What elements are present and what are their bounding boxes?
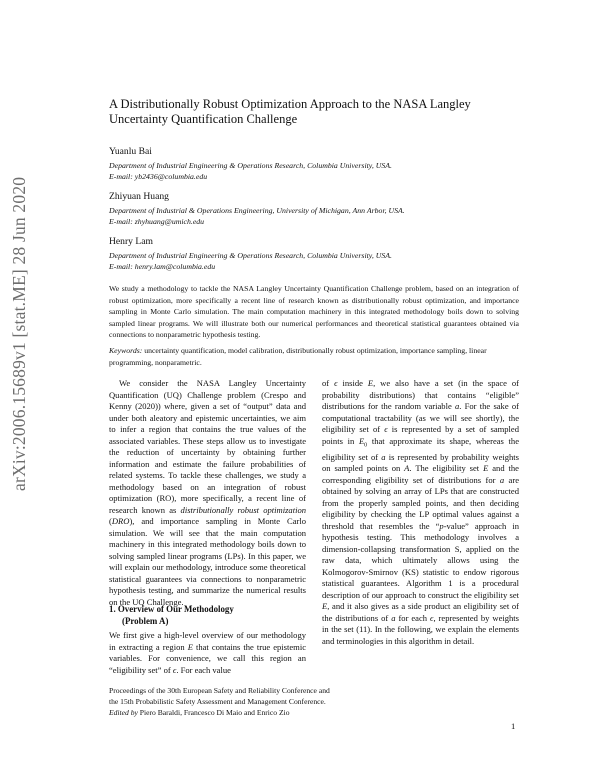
section-heading-subtitle: (Problem A)	[122, 616, 169, 626]
author-department: Department of Industrial Engineering & Operations Research, Columbia University, USA.	[109, 251, 392, 260]
author-name: Henry Lam	[109, 236, 153, 247]
author-email: E-mail: zhyhuang@umich.edu	[109, 217, 205, 227]
page-number: 1	[511, 721, 516, 731]
footer-editors: Edited by Piero Baraldi, Francesco Di Maio and Enrico Zio	[109, 708, 290, 717]
overview-paragraph: We first give a high-level overview of our methodology in extracting a region E that contains the true epistemic variables. For convenience, we call this region an “eligibility set” of ϵ. For each value	[109, 630, 306, 675]
author-email: E-mail: henry.lam@columbia.edu	[109, 262, 216, 272]
author-department: Department of Industrial Engineering & Operations Research, Columbia University, USA.	[109, 161, 392, 170]
footer-line: the 15th Probabilistic Safety Assessment and Management Conference.	[109, 697, 326, 706]
author-department: Department of Industrial & Operations Engineering, University of Michigan, Ann Arbor, USA.	[109, 206, 405, 215]
proceedings-footer	[109, 685, 529, 718]
author-email: E-mail: yb2436@columbia.edu	[109, 172, 208, 182]
author-name: Zhiyuan Huang	[109, 191, 169, 202]
author-name: Yuanlu Bai	[109, 146, 152, 157]
keywords	[109, 345, 519, 368]
section-heading-title: 1. Overview of Our Methodology	[109, 604, 234, 614]
keywords-label: Keywords:	[109, 346, 143, 355]
author-affiliation	[109, 250, 549, 272]
author-affiliation	[109, 205, 549, 227]
paper-title: A Distributionally Robust Optimization Approach to the NASA Langley Uncertainty Quantification Challenge	[109, 97, 471, 126]
keywords-list: uncertainty quantification, model calibration, distributionally robust optimization, importance sampling, linear programming, nonparametric.	[109, 346, 487, 367]
author-affiliation	[109, 160, 549, 182]
section-heading	[109, 603, 309, 627]
abstract: We study a methodology to tackle the NASA Langley Uncertainty Quantification Challenge problem, based on an integration of robust optimization, more specifically a recent line of research known as distributionally robust optimization, and importance sampling in Monte Carlo simulation. The main computation machinery in this integrated methodology boils down to solving sampled linear programs. We will illustrate both our numerical performances and theoretical statistical guarantees obtained via connections to nonparametric hypothesis testing.	[109, 284, 519, 340]
footer-line: Proceedings of the 30th European Safety and Reliability Conference and	[109, 686, 330, 695]
overview-paragraph-continued: of ϵ inside E, we also have a set (in the space of probability distributions) that contains “eligible” distributions for the random variable a. For the sake of computational tractability (as we will see shortly), the eligibility set of ϵ is represented by a set of sampled points in $E_0$ that approximate its shape, whereas the eligibility set of a is represented by probability weights on sampled points on A. The eligibility set E and the corresponding eligibility set of distributions for a are obtained by solving an array of LPs that are constructed from the properly sampled points, and then deciding eligibility by checking the LP optimal values against a threshold that resembles the “p-value” approach in hypothesis testing. This methodology involves a dimension-collapsing transformation S, applied on the raw data, which ultimately allows using the Kolmogorov-Smirnov (KS) statistic to endow rigorous statistical guarantees. Algorithm 1 is a procedural description of our approach to construct the eligibility set E, and it also gives as a side product an eligibility set of the distributions of a for each ϵ, represented by weights in the set (11). In the following, we explain the elements and terminologies in this algorithm in detail.	[322, 378, 520, 646]
arxiv-side-stamp: arXiv:2006.15689v1 [stat.ME] 28 Jun 2020	[9, 176, 29, 491]
intro-paragraph: We consider the NASA Langley Uncertainty Quantification (UQ) Challenge problem (Crespo and Kenny (2020)) where, given a set of “output” data and under both aleatory and epistemic uncertainties, we aim to infer a region that contains the true values of the associated variables. These steps allow us to investigate the reduction of uncertainty by obtaining further information and estimate the failure probabilities of related systems. To tackle these challenges, we study a methodology based on an integration of robust optimization (RO), more specifically, a recent line of research known as distributionally robust optimization (DRO), and importance sampling in Monte Carlo simulation. We will see that the main computation machinery in this integrated methodology boils down to solving sampled linear programs (LPs). In this paper, we will explain our methodology, introduce some theoretical statistical guarantees via connections to nonparametric hypothesis testing, and summarize the numerical results on the UQ Challenge.	[109, 378, 306, 607]
